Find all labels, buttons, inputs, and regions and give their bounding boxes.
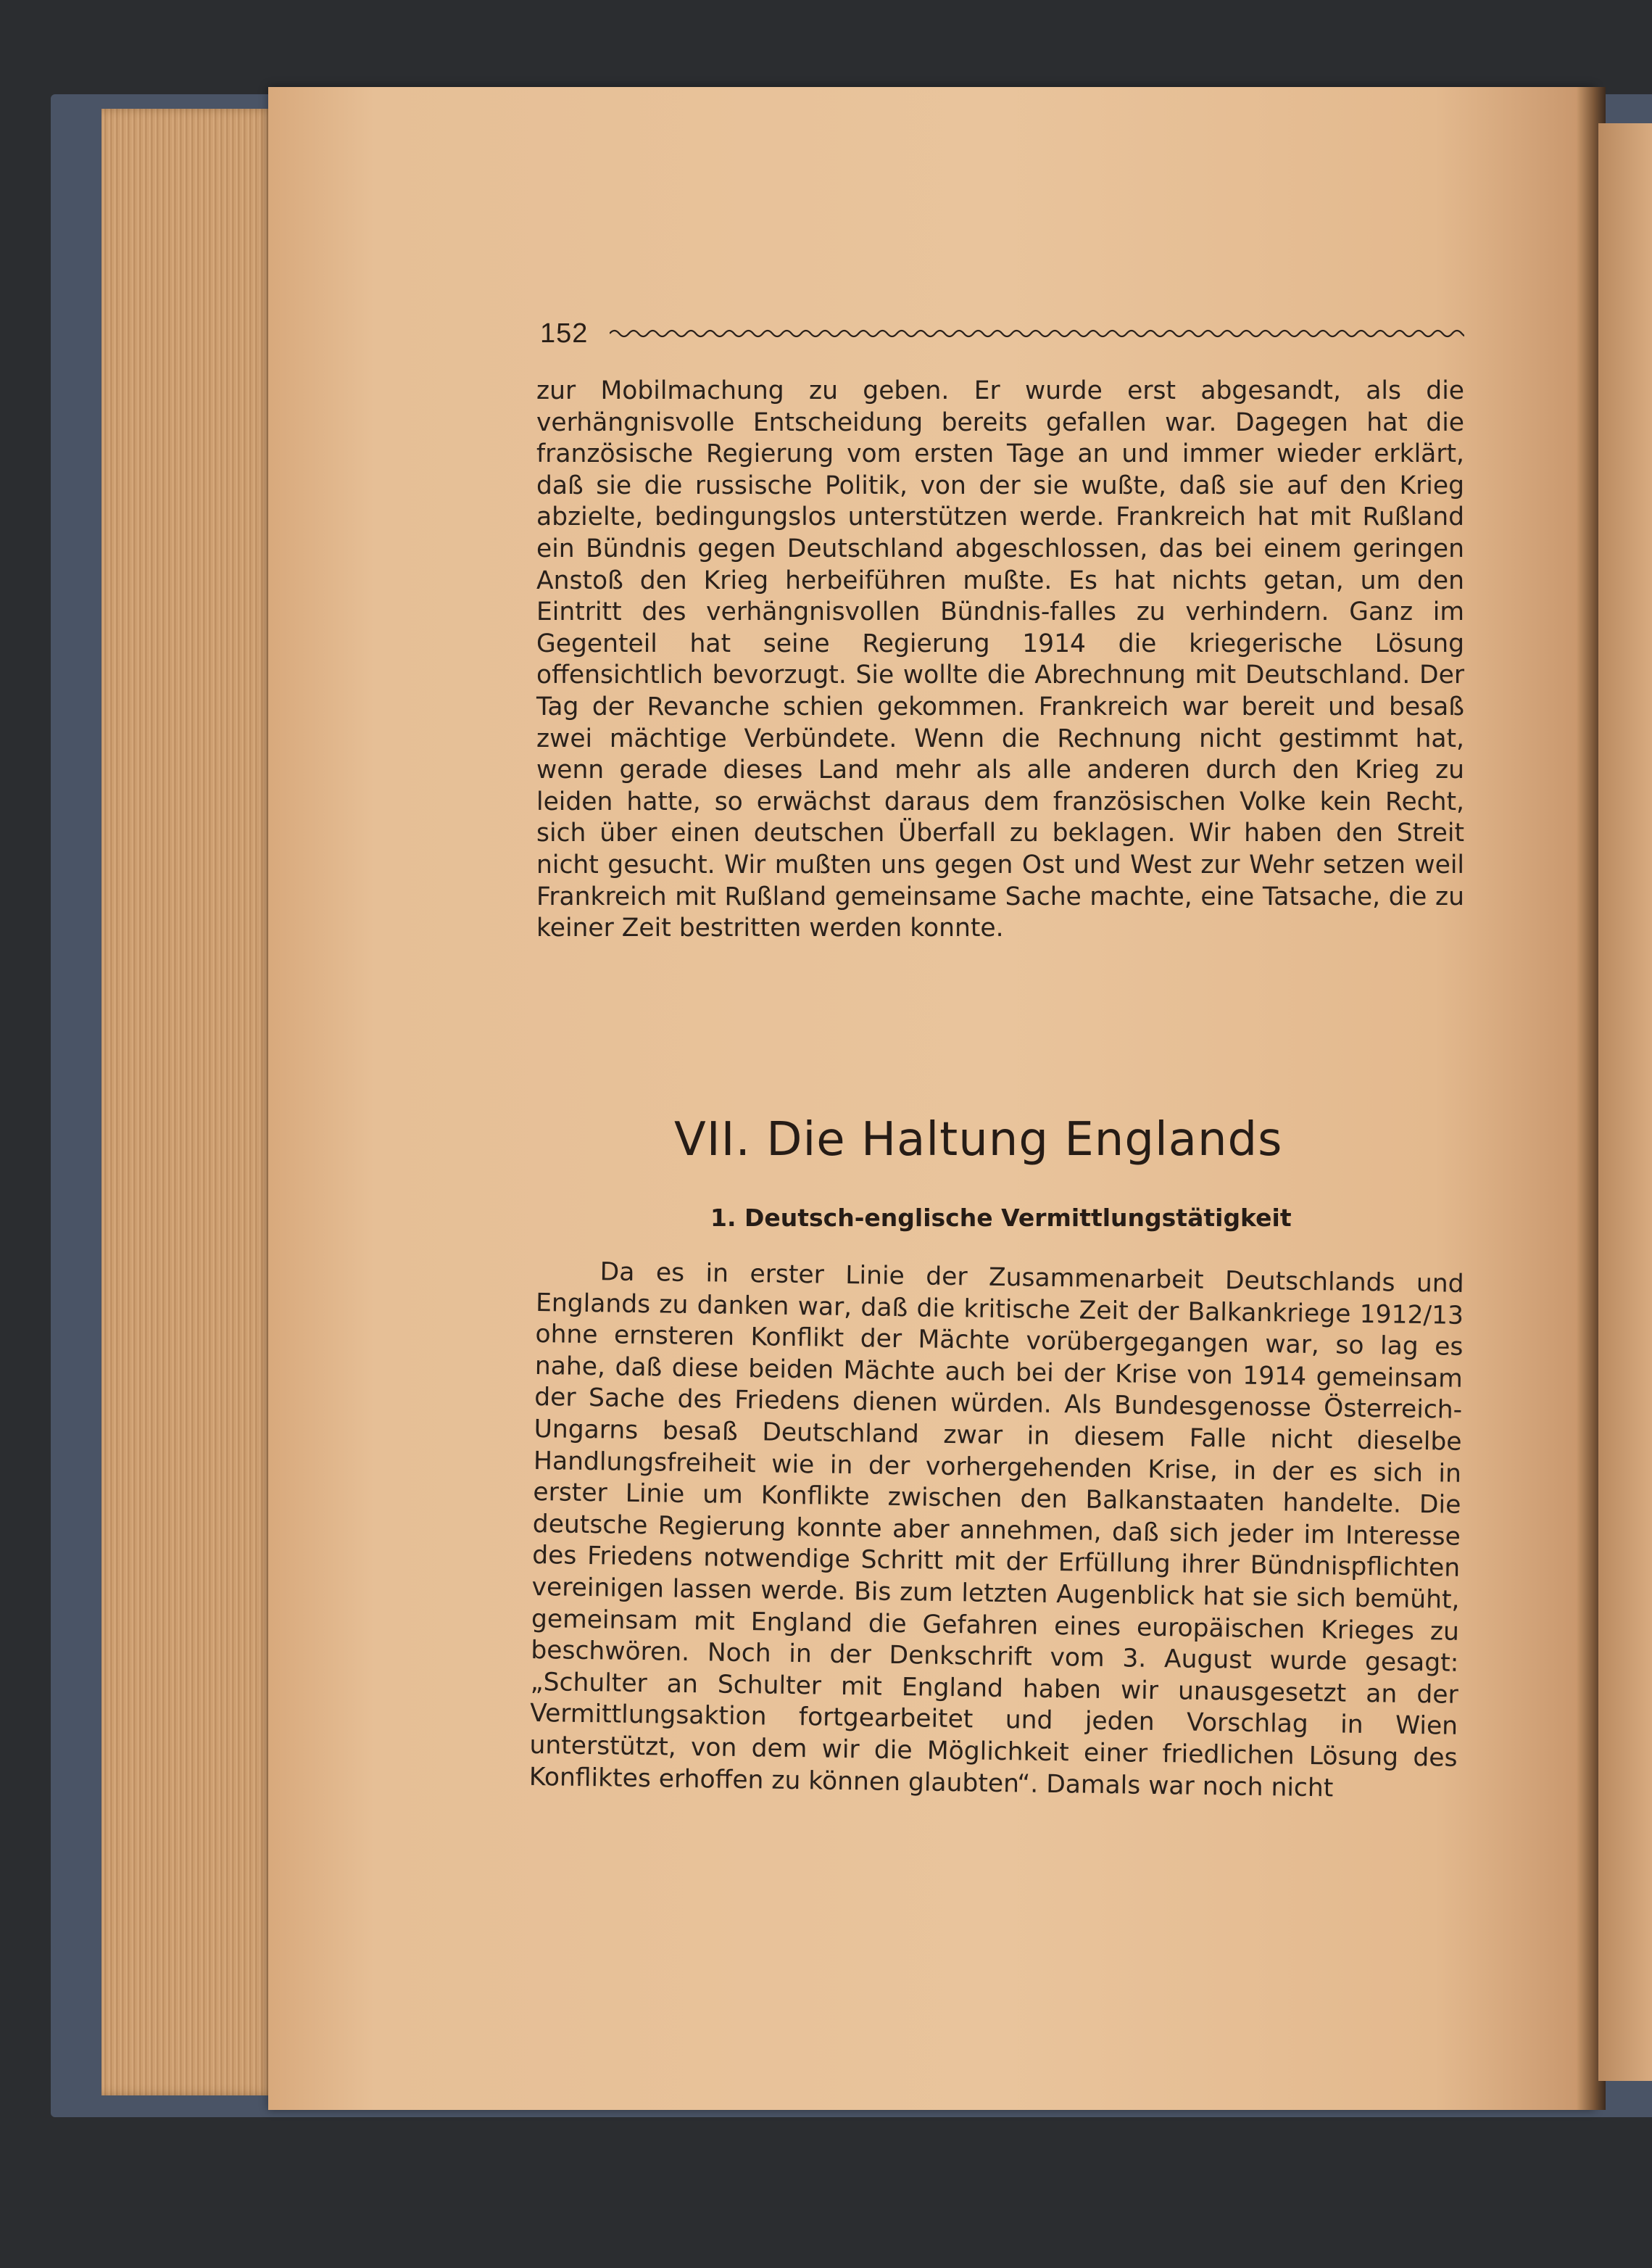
paragraph-section xyxy=(529,1256,1464,1806)
ornament-rule xyxy=(610,326,1464,341)
section-title: 1. Deutsch-englische Vermittlungstätigkeit xyxy=(710,1204,1292,1232)
facing-page xyxy=(1598,123,1652,2081)
page-edges xyxy=(101,109,275,2095)
page-header xyxy=(540,319,1464,348)
paragraph-text: zur Mobilmachung zu geben. Er wurde erst abgesandt, als die verhängnisvolle Entscheidung bereits gefallen war. Dagegen hat die französische Regierung vom ersten Tage an und immer wieder erklärt, daß sie die russische Politik, von der sie wußte, daß sie auf den Krieg abzielte, bedingungslos unterstützen werde. Frankreich hat mit Rußland ein Bündnis gegen Deutschland abgeschlossen, das bei einem geringen Anstoß den Krieg herbeiführen mußte. Es hat nichts getan, um den Eintritt des verhängnisvollen Bündnis-falles zu verhindern. Ganz im Gegenteil hat seine Regierung 1914 die kriegerische Lösung offensichtlich bevorzugt. Sie wollte die Abrechnung mit Deutschland. Der Tag der Revanche schien gekommen. Frankreich war bereit und besaß zwei mächtige Verbündete. Wenn die Rechnung nicht gestimmt hat, wenn gerade dieses Land mehr als alle anderen durch den Krieg zu leiden hatte, so erwächst daraus dem französischen Volke kein Recht, sich über einen deutschen Überfall zu beklagen. Wir haben den Streit nicht gesucht. Wir mußten uns gegen Ost und West zur Wehr setzen weil Frankreich mit Rußland gemeinsame Sache machte, eine Tatsache, die zu keiner Zeit bestritten werden konnte. xyxy=(536,376,1464,943)
paragraph-text: Da es in erster Linie der Zusammenarbeit Deutschlands und Englands zu danken war, daß die kritische Zeit der Balkankriege 1912/13 ohne ernsteren Konflikt der Mächte vorübergegangen war, so lag es nahe, daß diese beiden Mächte auch bei der Krise von 1914 gemeinsam der Sache des Friedens dienen würden. Als Bundesgenosse Österreich-Ungarns besaß Deutschland zwar in diesem Falle nicht dieselbe Handlungsfreiheit wie in der vorhergehenden Krise, in der es sich in erster Linie um Konflikte zwischen den Balkanstaaten handelte. Die deutsche Regierung konnte aber annehmen, daß sich jeder im Interesse des Friedens notwendige Schritt mit der Erfüllung ihrer Bündnispflichten vereinigen lassen werde. Bis zum letzten Augenblick hat sie sich bemüht, gemeinsam mit England die Gefahren eines europäischen Krieges zu beschwören. Noch in der Denkschrift vom 3. August wurde gesagt: „Schulter an Schulter mit England haben wir unausgesetzt an der Vermittlungsaktion fortgearbeitet und jeden Vorschlag in Wien unterstützt, von dem wir die Möglichkeit einer friedlichen Lösung des Konfliktes erhoffen zu können glaubten“. Damals war noch nicht xyxy=(528,1257,1464,1803)
paragraph-continued xyxy=(536,376,1464,945)
chapter-title: VII. Die Haltung Englands xyxy=(674,1113,1283,1167)
page-number: 152 xyxy=(540,318,589,349)
